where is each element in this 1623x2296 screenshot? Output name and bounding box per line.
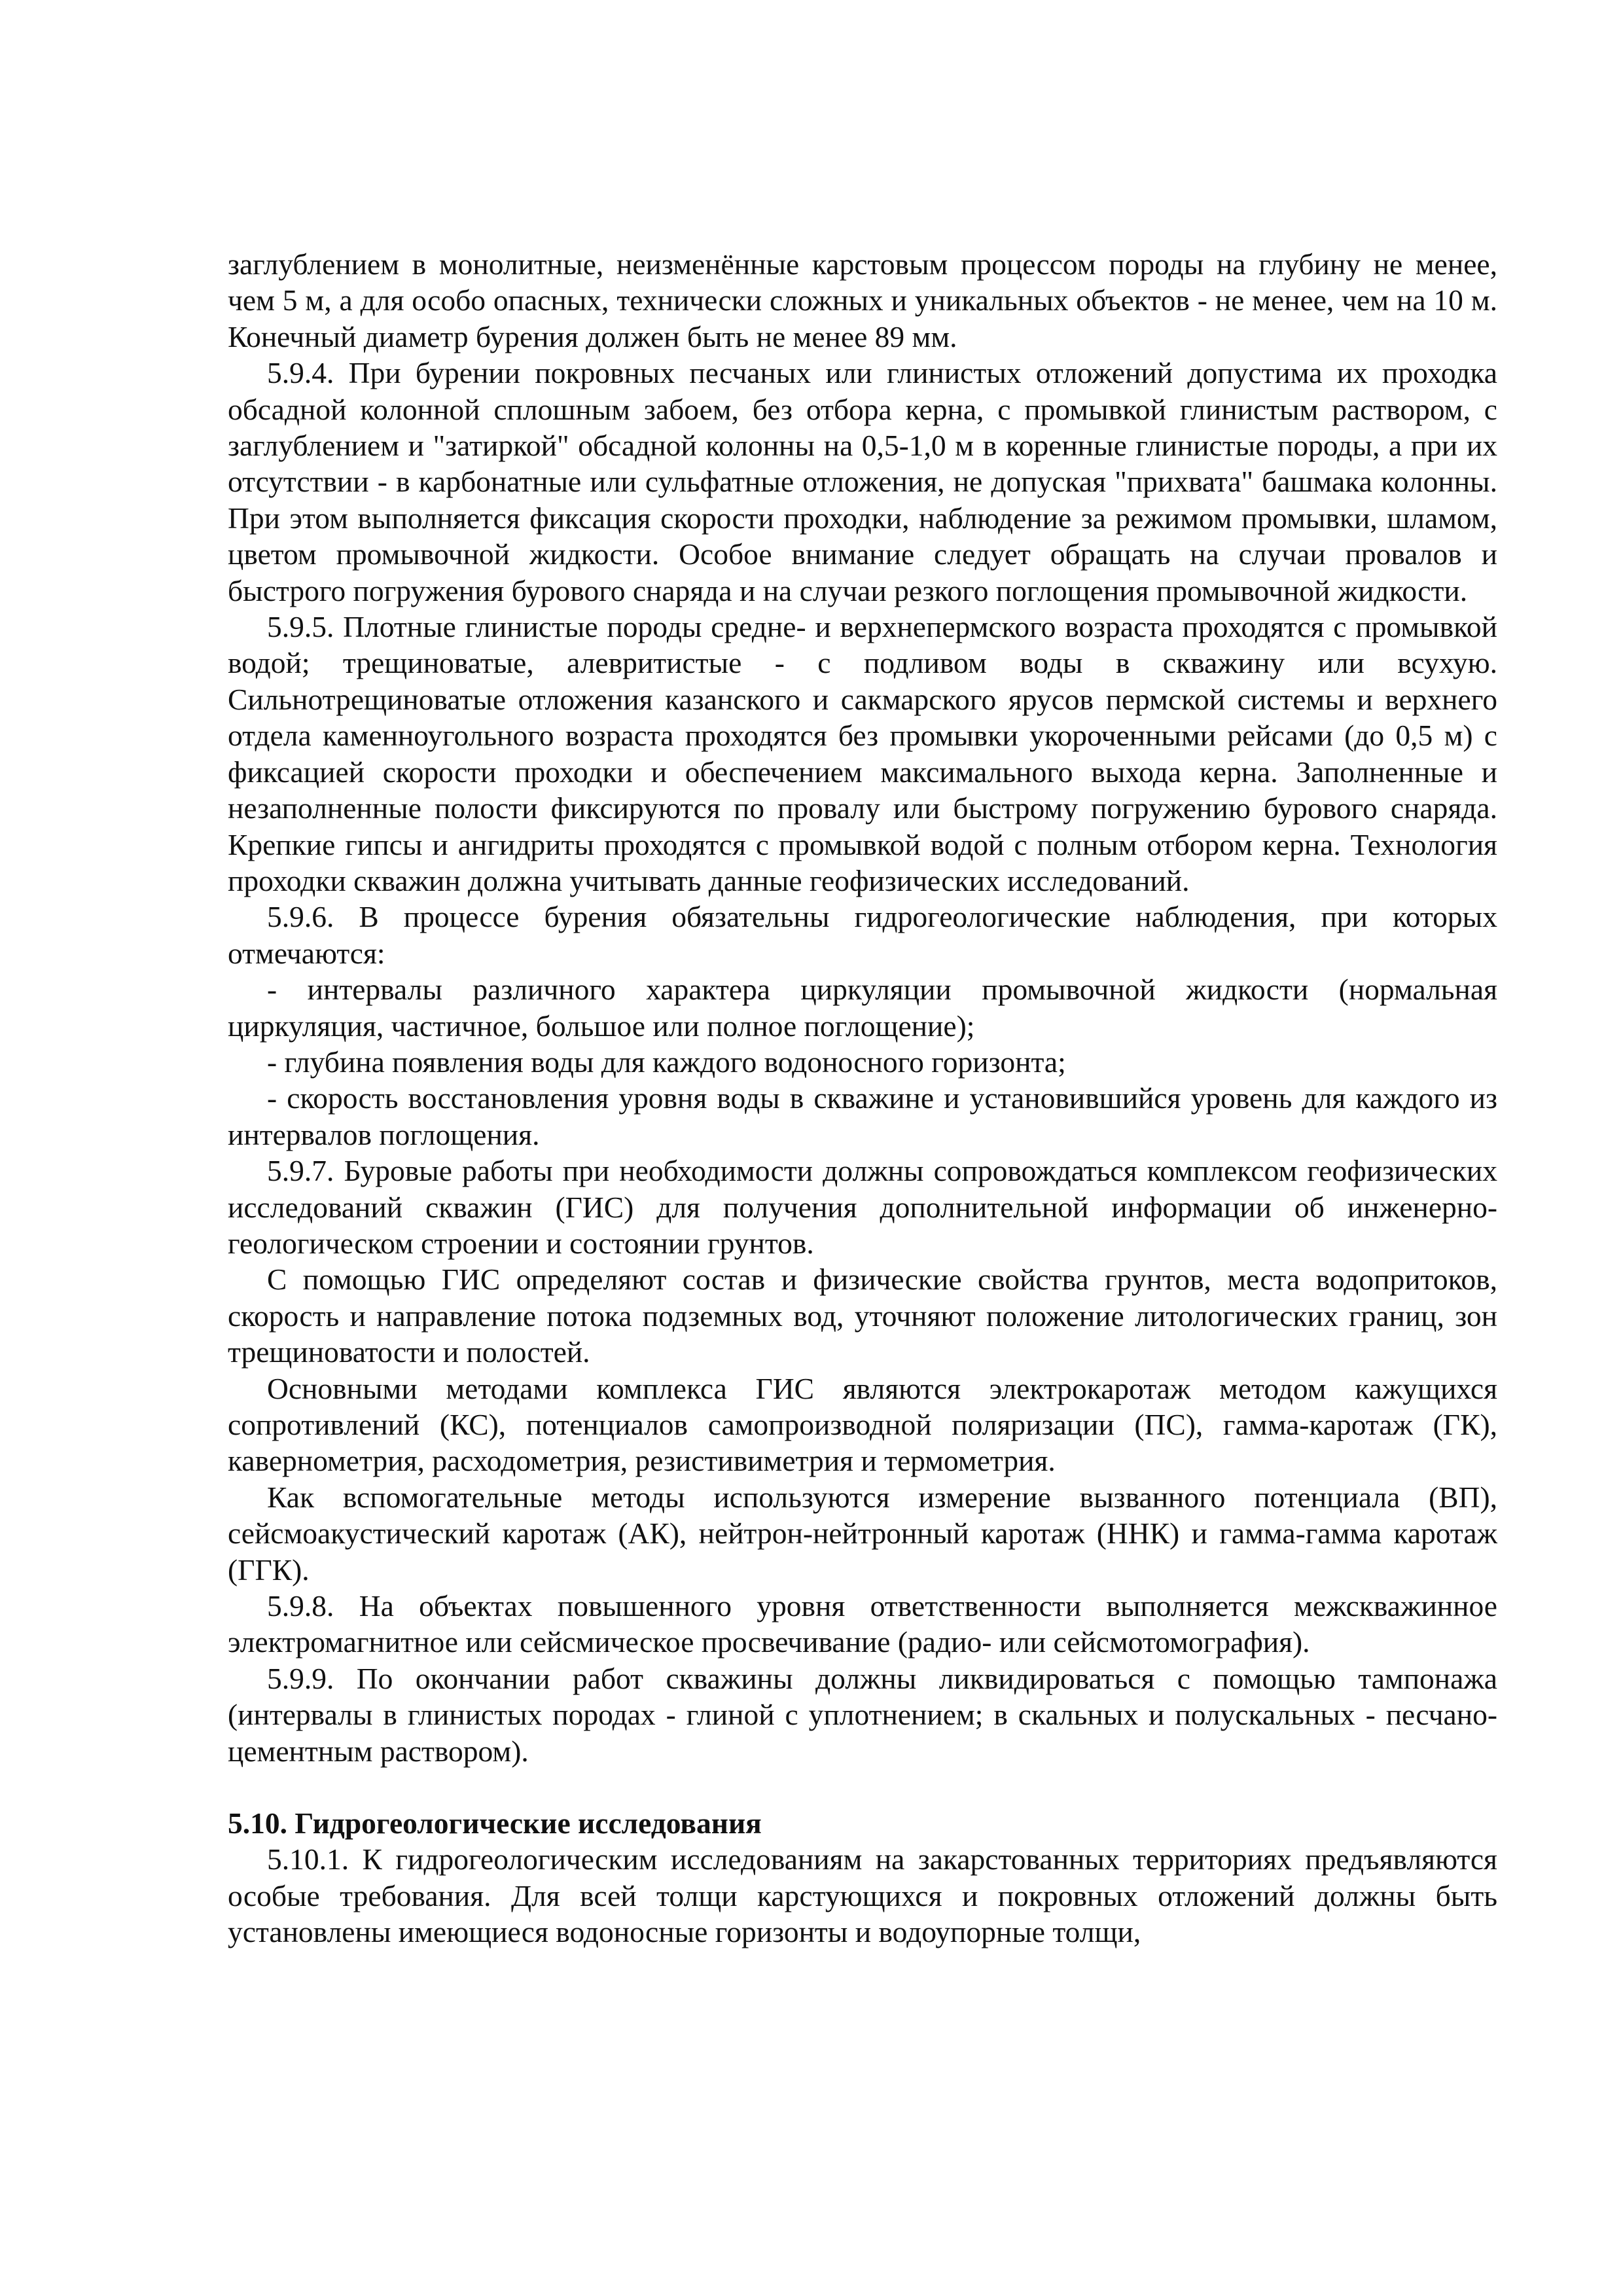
paragraph-5-9-7: 5.9.7. Буровые работы при необходимости должны сопровождаться комплексом геофизических исследований скважин (ГИС) для получения дополнительной информации об инженерно-геологическом строении и состоянии грунтов. [228,1154,1497,1260]
paragraph-5-9-4: 5.9.4. При бурении покровных песчаных или глинистых отложений допустима их проходка обсадной колонной сплошным забоем, без отбора керна, с промывкой глинистым раствором, с заглублением и "затиркой" обсадной колонны на 0,5-1,0 м в коренные глинистые породы, а при их отсутствии - в карбонатные или сульфатные отложения, не допуская "прихвата" башмака колонны. При этом выполняется фиксация скорости проходки, наблюдение за режимом промывки, шламом, цветом промывочной жидкости. Особое внимание следует обращать на случаи провалов и быстрого погружения бурового снаряда и на случаи резкого поглощения промывочной жидкости. [228,356,1497,607]
list-item-water-depth: - глубина появления воды для каждого водоносного горизонта; [267,1045,1066,1079]
list-item-circulation-intervals: - интервалы различного характера циркуляции промывочной жидкости (нормальная циркуляция, частичное, большое или полное поглощение); [228,973,1497,1043]
paragraph-gis-main-methods: Основными методами комплекса ГИС являются электрокаротаж методом кажущихся сопротивлений (КС), потенциалов самопроизводной поляризации (ПС), гамма-каротаж (ГК), кавернометрия, расходометрия, резистивиметрия и термометрия. [228,1371,1497,1478]
section-gap [228,1769,1497,1805]
paragraph-continuation: заглублением в монолитные, неизменённые карстовым процессом породы на глубину не менее, чем 5 м, а для особо опасных, технически сложных и уникальных объектов - не менее, чем на 10 м. Конечный диаметр бурения должен быть не менее 89 мм. [228,247,1497,353]
paragraph-gis-purpose: С помощью ГИС определяют состав и физические свойства грунтов, места водопритоков, скорость и направление потока подземных вод, уточняют положение литологических границ, зон трещиноватости и полостей. [228,1263,1497,1369]
document-body [228,246,1497,1950]
paragraph-gis-auxiliary-methods: Как вспомогательные методы используются измерение вызванного потенциала (ВП), сейсмоакустический каротаж (АК), нейтрон-нейтронный каротаж (ННК) и гамма-гамма каротаж (ГГК). [228,1480,1497,1587]
paragraph-5-9-8: 5.9.8. На объектах повышенного уровня ответственности выполняется межскважинное электромагнитное или сейсмическое просвечивание (радио- или сейсмотомография). [228,1589,1497,1659]
paragraph-5-10-1: 5.10.1. К гидрогеологическим исследованиям на закарстованных территориях предъявляются особые требования. Для всей толщи карстующихся и покровных отложений должны быть установлены имеющиеся водоносные горизонты и водоупорные толщи, [228,1842,1497,1949]
list-item-recovery-rate: - скорость восстановления уровня воды в скважине и установившийся уровень для каждого из интервалов поглощения. [228,1081,1497,1151]
paragraph-5-9-5: 5.9.5. Плотные глинистые породы средне- и верхнепермского возраста проходятся с промывкой водой; трещиноватые, алевритистые - с подливом воды в скважину или всухую. Сильнотрещиноватые отложения казанского и сакмарского ярусов пермской системы и верхнего отдела каменноугольного возраста проходятся без промывки укороченными рейсами (до 0,5 м) с фиксацией скорости проходки и обеспечением максимального выхода керна. Заполненные и незаполненные полости фиксируются по провалу или быстрому погружению бурового снаряда. Крепкие гипсы и ангидриты проходятся с промывкой водой с полным отбором керна. Технология проходки скважин должна учитывать данные геофизических исследований. [228,610,1497,897]
section-heading-5-10: 5.10. Гидрогеологические исследования [228,1806,762,1840]
paragraph-5-9-6: 5.9.6. В процессе бурения обязательны гидрогеологические наблюдения, при которых отмечаются: [228,900,1497,970]
paragraph-5-9-9: 5.9.9. По окончании работ скважины должны ликвидироваться с помощью тампонажа (интервалы в глинистых породах - глиной с уплотнением; в скальных и полускальных - песчано-цементным раствором). [228,1661,1497,1768]
